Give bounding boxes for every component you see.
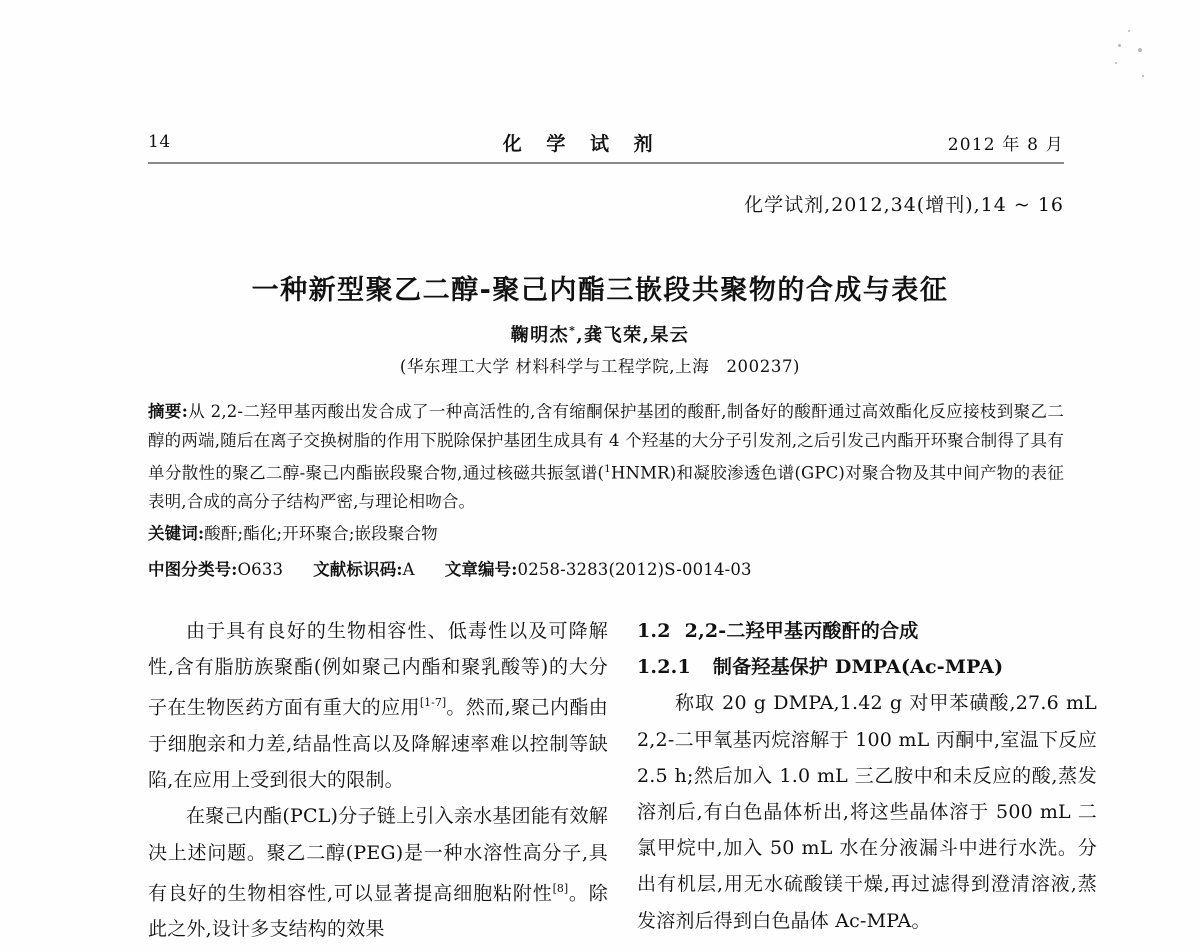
scan-speckle [1128, 30, 1130, 32]
corresponding-author-mark: * [569, 324, 577, 337]
scan-speckle [1142, 75, 1144, 77]
paragraph-method-1: 称取 20 g DMPA,1.42 g 对甲苯磺酸,27.6 mL 2,2-二甲氧基丙烷溶解于 100 mL 丙酮中,室温下反应 2.5 h;然后加入 1.0 mL 三乙胺中和未反应的酸,蒸发溶剂后,有白色晶体析出,将这些晶体溶于 500 mL 二氯甲烷中,加入 50 mL 水在分液漏斗中进行水洗。分出有机层,用无水硫酸镁干燥,再过滤得到澄清溶液,蒸发溶剂后得到白色晶体 Ac-MPA。 [637, 692, 1097, 932]
paragraph-intro-1 [148, 613, 608, 798]
running-header [148, 126, 1064, 158]
nmr-superscript: 1 [604, 463, 611, 475]
scan-speckle [1118, 44, 1121, 47]
journal-name: 化 学 试 剂 [502, 132, 662, 155]
paragraph-intro-2 [148, 798, 608, 947]
article-id-label: 文章编号: [444, 560, 518, 579]
citation-line: 化学试剂,2012,34(增刊),14 ~ 16 [744, 194, 1064, 216]
abstract-body-part2: HNMR)和凝胶渗透色谱(GPC)对聚合物及其中间产物的表征表明,合成的高分子结构严密,与理论相吻合。 [148, 463, 1064, 511]
keywords-label: 关键词: [148, 523, 205, 543]
section-heading-1-2-1 [637, 649, 1097, 685]
author-list [0, 321, 1200, 347]
citation-ref-8: [8] [552, 881, 569, 895]
document-code-label: 文献标识码: [313, 560, 403, 579]
article-id-value: 0258-3283(2012)S-0014-03 [517, 560, 752, 579]
author-names-rest: ,龚飞荣,杲云 [576, 325, 690, 346]
front-matter-block [148, 398, 1064, 585]
citation-ref-1-7: [1-7] [419, 696, 447, 710]
author-affiliation: (华东理工大学 材料科学与工程学院,上海 200237) [399, 357, 801, 376]
paragraph-intro-2-text-b: 。除此之外,设计多支结构的效果 [148, 882, 608, 941]
scan-speckle [1138, 48, 1142, 52]
article-title: 一种新型聚乙二醇-聚己内酯三嵌段共聚物的合成与表征 [251, 275, 949, 307]
header-divider [148, 162, 1064, 164]
abstract-label: 摘要: [148, 402, 188, 421]
paragraph-intro-1-text-b: 。然而,聚己内酯由于细胞亲和力差,结晶性高以及降解速率难以控制等缺陷,在应用上受到很大的限制。 [148, 696, 608, 792]
paragraph-intro-1-text-a: 由于具有良好的生物相容性、低毒性以及可降解性,含有脂肪族聚酯(例如聚己内酯和聚乳酸等)的大分子在生物医药方面有重大的应用 [148, 620, 608, 719]
abstract-body-part1: 从 2,2-二羟甲基丙酸出发合成了一种高活性的,含有缩酮保护基团的酸酐,制备好的酸酐通过高效酯化反应接枝到聚乙二醇的两端,随后在离子交换树脂的作用下脱除保护基团生成具有 4 个羟基的大分子引发剂,之后引发己内酯开环聚合制得了具有单分散性的聚乙二醇-聚己内酯嵌段聚合物,通过核磁共振氢谱( [148, 402, 1064, 483]
document-code-value: A [402, 560, 415, 579]
section-number-1-2-1: 1.2.1 [637, 656, 691, 679]
paragraph-intro-2-text-a: 在聚己内酯(PCL)分子链上引入亲水基团能有效解决上述问题。聚乙二醇(PEG)是一种水溶性高分子,具有良好的生物相容性,可以显著提高细胞粘附性 [148, 805, 608, 905]
section-number-1-2: 1.2 [637, 620, 671, 642]
clc-value: O633 [237, 560, 284, 579]
section-title-1-2: 2,2-二羟甲基丙酸酐的合成 [684, 620, 919, 642]
classification-line [148, 556, 1064, 585]
section-heading-1-2 [637, 613, 1097, 649]
body-column-right [637, 613, 1097, 939]
abstract-paragraph [148, 398, 1064, 517]
section-title-1-2-1: 制备羟基保护 DMPA(Ac-MPA) [712, 656, 1004, 679]
clc-label: 中图分类号: [148, 560, 238, 579]
page-number: 14 [148, 132, 171, 152]
keywords-line [148, 520, 1064, 549]
author-name-primary: 鞠明杰 [510, 325, 570, 346]
body-column-left [148, 613, 608, 947]
issue-date: 2012 年 8 月 [947, 134, 1064, 155]
scan-speckle [1115, 62, 1117, 64]
keywords-value: 酸酐;酯化;开环聚合;嵌段聚合物 [204, 523, 438, 543]
